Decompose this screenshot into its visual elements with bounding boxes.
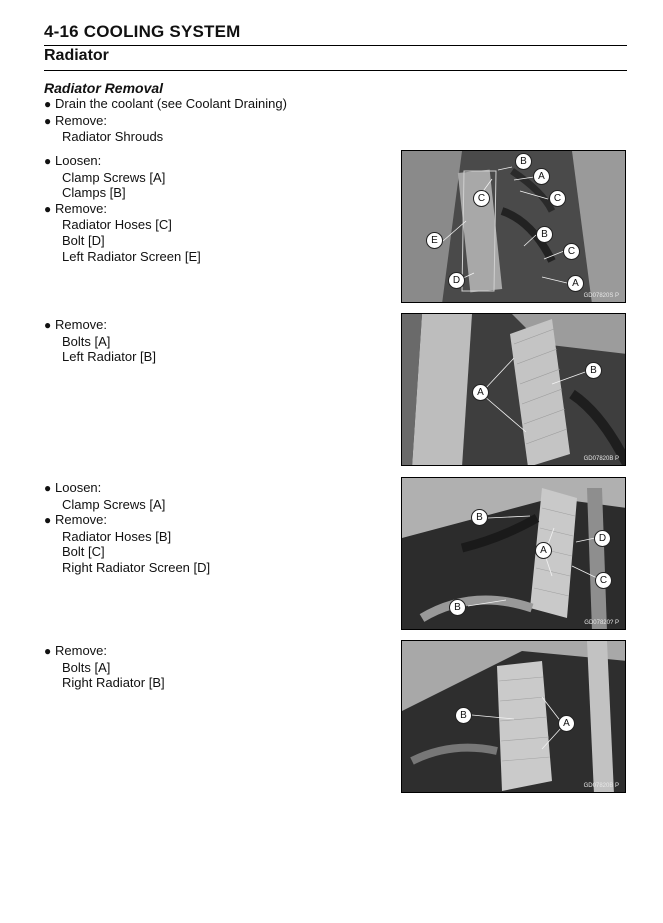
sub-item: Clamp Screws [A] [62, 496, 166, 512]
photo-illustration [402, 478, 626, 630]
callout-label: C [473, 190, 490, 207]
photo-code: GD07820B P [583, 783, 619, 789]
bullet-icon: ● [44, 644, 52, 658]
sub-item: Right Radiator Screen [D] [62, 559, 211, 575]
callout-label: B [585, 362, 602, 379]
callout-label: B [515, 153, 532, 170]
photo-code: GD07820B P [583, 456, 619, 462]
bullet-icon: ● [44, 201, 52, 216]
callout-label: B [455, 707, 472, 724]
callout-label: D [448, 272, 465, 289]
section-rule [44, 70, 627, 71]
list-item: ● Loosen: [44, 480, 102, 495]
section-title: Radiator [44, 47, 109, 64]
callout-label: B [471, 509, 488, 526]
photo-right-radiator-hoses [401, 477, 626, 630]
callout-label: C [549, 190, 566, 207]
sub-item: Bolt [C] [62, 544, 105, 560]
sub-item: Right Radiator [B] [62, 675, 165, 691]
list-item: ● Remove: [44, 112, 108, 128]
list-item: ● Drain the coolant (see Coolant Draining) [44, 96, 287, 111]
callout-label: C [563, 243, 580, 260]
sub-item: Left Radiator Screen [E] [62, 248, 201, 264]
procedure-title: Radiator Removal [44, 80, 164, 96]
list-item: ● Remove: [44, 643, 108, 658]
photo-code: GD07820S P [583, 293, 619, 299]
header-rule [44, 45, 627, 46]
list-item: ● Loosen: [44, 153, 102, 168]
sub-item: Bolts [A] [62, 333, 111, 349]
callout-label: A [533, 168, 550, 185]
bullet-icon: ● [44, 513, 52, 528]
callout-label: B [536, 226, 553, 243]
bullet-icon: ● [44, 154, 52, 168]
page-title: 4-16 COOLING SYSTEM [44, 22, 241, 41]
photo-left-radiator-hoses [401, 150, 626, 303]
callout-label: A [535, 542, 552, 559]
photo-code: GD07820? P [584, 620, 619, 626]
sub-item: Left Radiator [B] [62, 349, 156, 365]
sub-item: Clamp Screws [A] [62, 169, 166, 185]
photo-illustration [402, 641, 626, 793]
bullet-icon: ● [44, 113, 52, 128]
bullet-icon: ● [44, 97, 52, 111]
sub-item: Clamps [B] [62, 185, 126, 201]
callout-label: A [472, 384, 489, 401]
callout-label: A [558, 715, 575, 732]
list-item: ● Remove: [44, 200, 108, 216]
sub-item: Radiator Hoses [C] [62, 217, 172, 233]
sub-item: Radiator Hoses [B] [62, 528, 172, 544]
list-item: ● Remove: [44, 317, 108, 332]
sub-item: Radiator Shrouds [62, 129, 164, 145]
photo-left-radiator [401, 313, 626, 466]
callout-label: D [594, 530, 611, 547]
photo-illustration [402, 151, 626, 303]
sub-item: Bolt [D] [62, 232, 105, 248]
step-1 [44, 96, 287, 145]
callout-label: C [595, 572, 612, 589]
sub-item: Bolts [A] [62, 659, 111, 675]
step-2 [44, 153, 201, 264]
callout-label: A [567, 275, 584, 292]
list-item: ● Remove: [44, 512, 108, 528]
step-3 [44, 317, 156, 365]
callout-label: B [449, 599, 466, 616]
step-5 [44, 643, 165, 691]
bullet-icon: ● [44, 481, 52, 495]
photo-illustration [402, 314, 626, 466]
bullet-icon: ● [44, 318, 52, 332]
step-4 [44, 480, 210, 576]
photo-right-radiator [401, 640, 626, 793]
callout-label: E [426, 232, 443, 249]
